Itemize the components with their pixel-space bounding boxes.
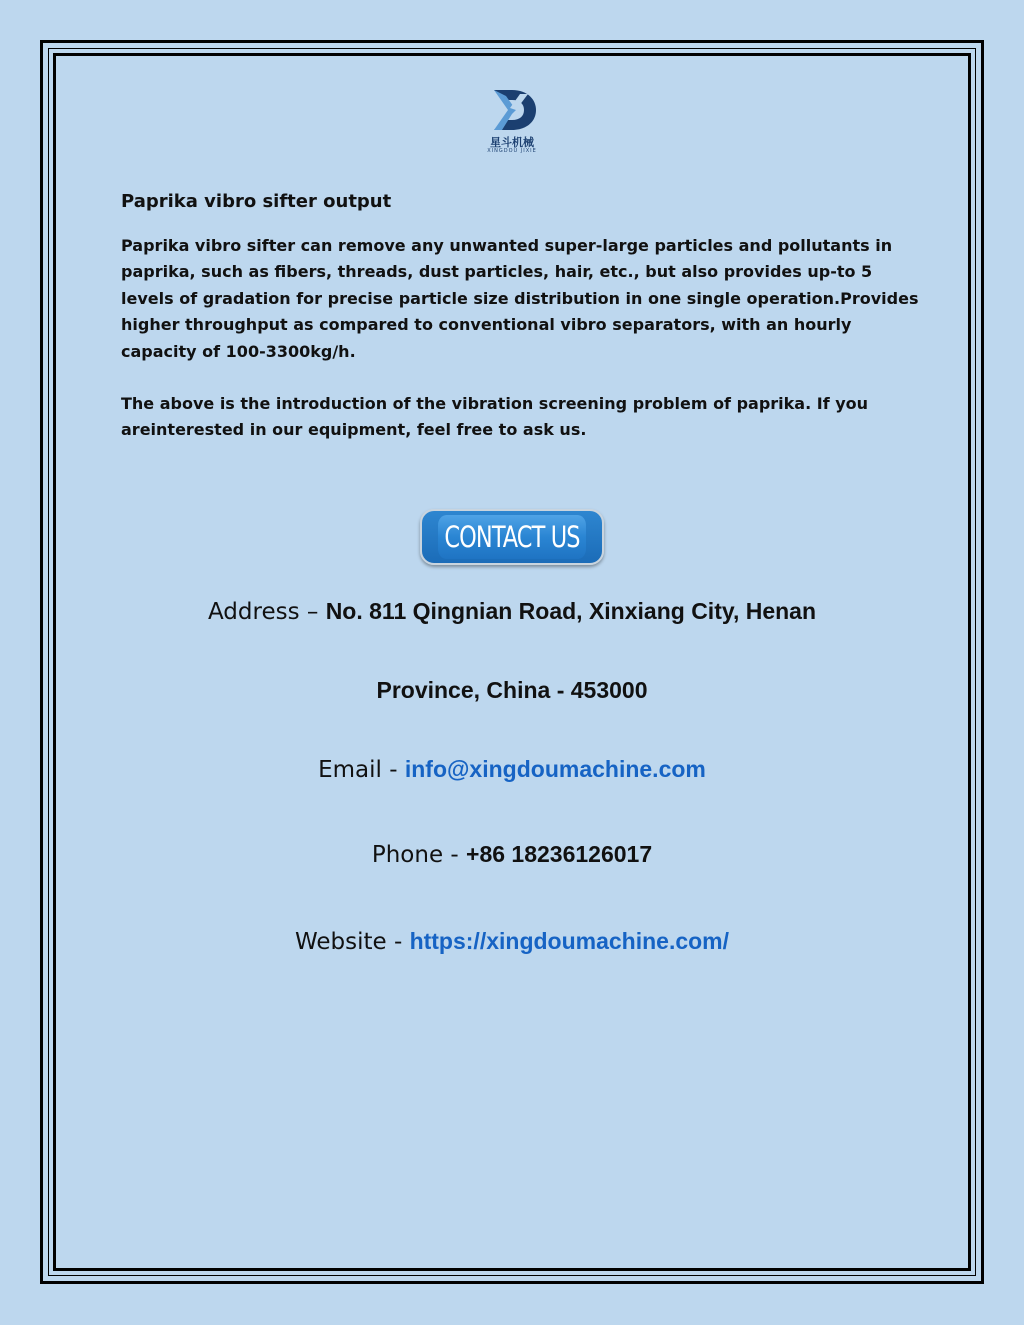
logo-mark-icon [482,86,542,134]
contact-us-button[interactable] [420,509,604,565]
contact-us-label: CONTACT US [438,515,586,559]
article-heading: Paprika vibro sifter output [121,191,392,212]
logo-chinese-text: 星斗机械 [490,136,534,149]
address-label: Address – [207,599,326,625]
email-link[interactable]: info@xingdoumachine.com [404,756,706,782]
address-line-1 [0,598,1024,625]
address-value-2: Province, China - 453000 [376,677,648,703]
phone-line [0,841,1024,868]
website-label: Website - [294,929,410,955]
address-line-2 [0,677,1024,704]
article-paragraph-1: Paprika vibro sifter can remove any unwanted super-large particles and pollutants in paprika, such as fibers, threads, dust particles, hair, etc., but also provides up-to 5 levels of gradation for precise particle size distribution in one single operation.Provides higher throughput as compared to conventional vibro separators, with an hourly capacity of 100-3300kg/h. [121,236,919,361]
website-line [0,928,1024,955]
email-label: Email - [318,757,405,783]
email-line [0,756,1024,783]
phone-value: +86 18236126017 [466,841,653,867]
company-logo [482,86,542,160]
address-value-1: No. 811 Qingnian Road, Xinxiang City, Henan [325,598,817,624]
website-link[interactable]: https://xingdoumachine.com/ [409,928,730,954]
article-paragraph-2: The above is the introduction of the vibration screening problem of paprika. If you areinterested in our equipment, feel free to ask us. [121,394,869,440]
phone-label: Phone - [371,842,467,868]
logo-english-text: XINGDOU JIXIE [487,148,537,154]
